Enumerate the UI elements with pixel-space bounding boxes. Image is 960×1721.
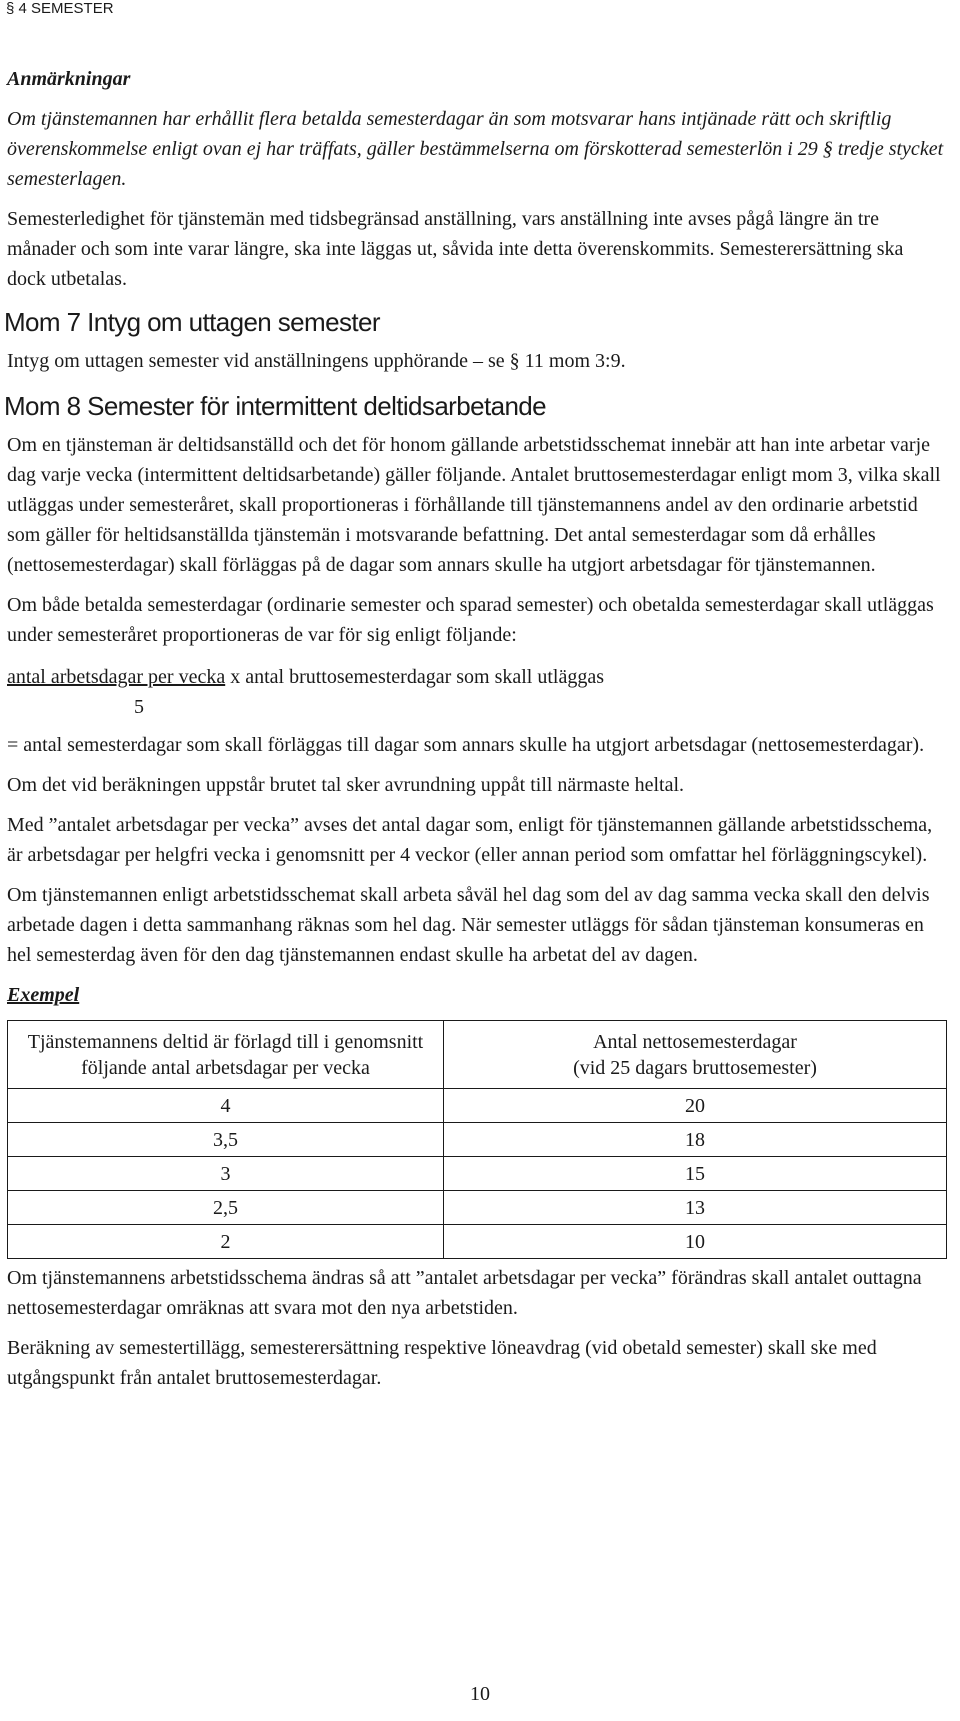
table-header-cell — [444, 1021, 947, 1089]
table-header-cell: Tjänstemannens deltid är förlagd till i genomsnitt följande antal arbetsdagar per vecka — [8, 1021, 444, 1089]
table-cell: 15 — [444, 1157, 947, 1191]
formula — [7, 662, 947, 692]
running-header: § 4 SEMESTER — [6, 0, 114, 17]
table-cell: 18 — [444, 1123, 947, 1157]
table-cell: 2,5 — [8, 1191, 444, 1225]
header-line: (vid 25 dagars bruttosemester) — [573, 1056, 817, 1079]
table-cell: 3 — [8, 1157, 444, 1191]
mom7-text: Intyg om uttagen semester vid anställningens upphörande – se § 11 mom 3:9. — [7, 350, 626, 372]
example-title: Exempel — [7, 984, 80, 1006]
mom8-paragraph-5: Om tjänstemannen enligt arbetstidsschemat skall arbeta såväl hel dag som del av dag samma vecka skall den delvis arbetade dagen i detta sammanhang räknas som hel dag. När semester utläggs för sådan tjänsteman konsumeras en hel semesterdag även för den dag tjänstemannen endast skulle ha arbetat del av dagen. — [7, 884, 930, 966]
mom8-paragraph-4: Med ”antalet arbetsdagar per vecka” avses det antal dagar som, enligt för tjänstemannen gällande arbetstidsschema, är arbetsdagar per helgfri vecka i genomsnitt per 4 veckor (eller annan period som omfattar hel förläggningscykel). — [7, 814, 933, 866]
table-header-row — [8, 1021, 947, 1089]
table-cell: 20 — [444, 1089, 947, 1123]
formula-numerator: antal arbetsdagar per vecka — [7, 666, 226, 688]
after-table-paragraph-2: Beräkning av semestertillägg, semesterersättning respektive löneavdrag (vid obetald semester) skall ske med utgångspunkt från antalet bruttosemesterdagar. — [7, 1337, 877, 1389]
temporary-employment-paragraph: Semesterledighet för tjänstemän med tidsbegränsad anställning, vars anställning inte avses pågå längre än tre månader och som inte varar längre, ska inte läggas ut, såvida inte detta överenskommits. Semesterersättning ska dock utbetalas. — [7, 208, 904, 290]
table-row — [8, 1225, 947, 1259]
example-table — [7, 1020, 947, 1259]
table-row — [8, 1157, 947, 1191]
table-cell: 2 — [8, 1225, 444, 1259]
formula-result: = antal semesterdagar som skall förläggas till dagar som annars skulle ha utgjort arbetsdagar (nettosemesterdagar). — [7, 734, 925, 756]
formula-rest: x antal bruttosemesterdagar som skall utläggas — [225, 666, 604, 688]
mom8-heading: Mom 8 Semester för intermittent deltidsarbetande — [4, 391, 547, 421]
mom8-paragraph-3: Om det vid beräkningen uppstår brutet tal sker avrundning uppåt till närmaste heltal. — [7, 774, 685, 796]
mom7-heading: Mom 7 Intyg om uttagen semester — [4, 307, 380, 337]
header-line: Antal nettosemesterdagar — [593, 1030, 797, 1053]
after-table-paragraph-1: Om tjänstemannens arbetstidsschema ändras så att ”antalet arbetsdagar per vecka” förändras skall antalet outtagna nettosemesterdagar omräknas att svara mot den nya arbetstiden. — [7, 1267, 922, 1319]
table-cell: 10 — [444, 1225, 947, 1259]
formula-denominator: 5 — [134, 696, 144, 718]
table-cell: 3,5 — [8, 1123, 444, 1157]
table-row — [8, 1089, 947, 1123]
table-cell: 13 — [444, 1191, 947, 1225]
notes-title: Anmärkningar — [7, 68, 131, 90]
notes-body: Om tjänstemannen har erhållit flera betalda semesterdagar än som motsvarar hans intjänade rätt och skriftlig överenskommelse enligt ovan ej har träffats, gäller bestämmelserna om förskotterad semesterlön i 29 § tredje stycket semesterlagen. — [7, 108, 944, 190]
table-row — [8, 1123, 947, 1157]
document-body — [4, 64, 947, 1403]
mom8-paragraph-1: Om en tjänsteman är deltidsanställd och det för honom gällande arbetstidsschemat innebär att han inte arbetar varje dag varje vecka (intermittent deltidsarbetande) gäller följande. Antalet bruttosemesterdagar enligt mom 3, vilka skall utläggas under semesteråret, skall proportioneras i förhållande till tjänstemannens andel av den ordinarie arbetstid som gäller för heltidsanställda tjänstemän i motsvarande befattning. Det antal semesterdagar som då erhålles (nettosemesterdagar) skall förläggas på de dagar som annars skulle ha utgjort arbetsdagar för tjänstemannen. — [7, 434, 941, 576]
table-row — [8, 1191, 947, 1225]
page-number: 10 — [470, 1683, 490, 1705]
table-cell: 4 — [8, 1089, 444, 1123]
mom8-paragraph-2: Om både betalda semesterdagar (ordinarie semester och sparad semester) och obetalda semesterdagar skall utläggas under semesteråret proportioneras de var för sig enligt följande: — [7, 594, 934, 646]
